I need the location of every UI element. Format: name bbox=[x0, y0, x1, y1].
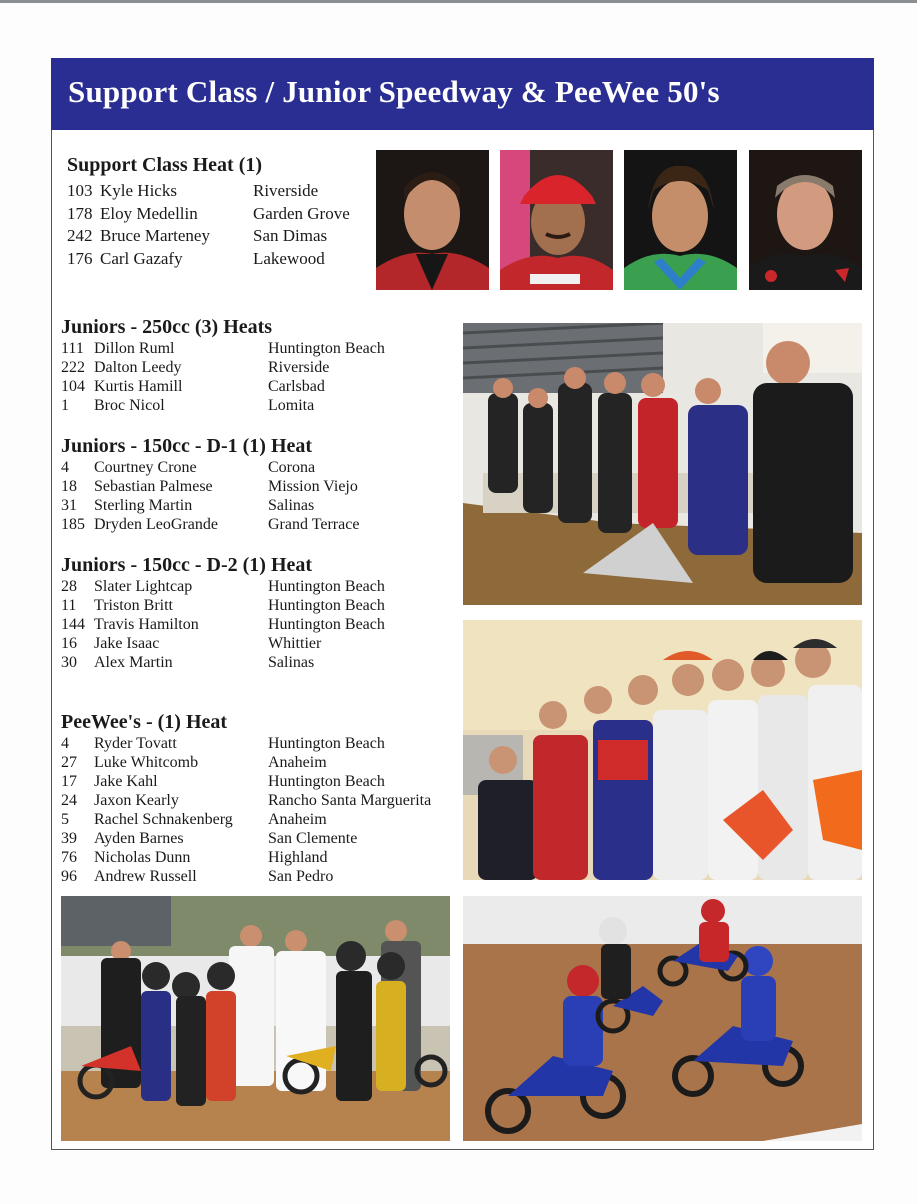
rider-hometown: Salinas bbox=[268, 654, 315, 671]
rider-number: 76 bbox=[61, 849, 77, 866]
support-heat-title: Support Class Heat (1) bbox=[67, 154, 263, 176]
rider-number: 24 bbox=[61, 792, 77, 809]
rider-row bbox=[61, 772, 461, 791]
rider-row bbox=[61, 515, 461, 534]
rider-name: Luke Whitcomb bbox=[94, 754, 199, 771]
rider-name: Sebastian Palmese bbox=[94, 478, 213, 495]
juniors-150-d2-title: Juniors - 150cc - D-2 (1) Heat bbox=[61, 554, 313, 576]
rider-number: 16 bbox=[61, 635, 77, 652]
rider-number: 27 bbox=[61, 754, 77, 771]
rider-hometown: Garden Grove bbox=[253, 203, 350, 223]
rider-number: 222 bbox=[61, 359, 85, 376]
rider-row bbox=[61, 615, 461, 634]
rider-row bbox=[61, 496, 461, 515]
rider-hometown: San Dimas bbox=[253, 226, 328, 246]
rider-number: 1 bbox=[61, 397, 69, 414]
rider-row bbox=[61, 653, 461, 672]
rider-hometown: Whittier bbox=[268, 635, 322, 652]
rider-row bbox=[61, 791, 461, 810]
rider-name: Dillon Ruml bbox=[94, 340, 175, 357]
rider-hometown: Riverside bbox=[253, 181, 319, 200]
rider-number: 104 bbox=[61, 378, 85, 395]
rider-name: Slater Lightcap bbox=[94, 578, 193, 595]
rider-hometown: Anaheim bbox=[268, 811, 327, 828]
rider-row bbox=[61, 848, 461, 867]
rider-number: 28 bbox=[61, 578, 77, 595]
rider-number: 5 bbox=[61, 811, 69, 828]
page-title: Support Class / Junior Speedway & PeeWee 50's bbox=[68, 74, 720, 109]
rider-number: 30 bbox=[61, 654, 77, 671]
rider-hometown: San Pedro bbox=[268, 868, 334, 885]
rider-number: 4 bbox=[61, 459, 69, 476]
rider-hometown: Corona bbox=[268, 459, 316, 476]
rider-name: Nicholas Dunn bbox=[94, 849, 191, 866]
rider-name: Rachel Schnakenberg bbox=[94, 811, 233, 828]
rider-name: Jaxon Kearly bbox=[94, 792, 179, 809]
headshot-photo-3 bbox=[624, 150, 737, 290]
rider-row bbox=[61, 734, 461, 753]
rider-name: Eloy Medellin bbox=[100, 203, 198, 223]
rider-name: Jake Isaac bbox=[94, 635, 160, 652]
rider-row bbox=[61, 596, 461, 615]
rider-hometown: Highland bbox=[268, 849, 328, 866]
rider-row bbox=[61, 339, 461, 358]
rider-hometown: Huntington Beach bbox=[268, 735, 385, 752]
rider-hometown: Riverside bbox=[268, 359, 330, 376]
rider-row bbox=[61, 577, 461, 596]
rider-name: Sterling Martin bbox=[94, 497, 193, 514]
peewees-title: PeeWee's - (1) Heat bbox=[61, 711, 228, 733]
rider-hometown: Lakewood bbox=[253, 249, 325, 269]
rider-hometown: Grand Terrace bbox=[268, 516, 360, 533]
rider-row bbox=[61, 377, 461, 396]
headshot-photo-4 bbox=[749, 150, 862, 290]
rider-number: 185 bbox=[61, 516, 85, 533]
rider-hometown: Huntington Beach bbox=[268, 578, 385, 595]
rider-name: Dalton Leedy bbox=[94, 359, 182, 376]
rider-number: 17 bbox=[61, 773, 77, 790]
rider-hometown: Huntington Beach bbox=[268, 340, 385, 357]
peewees-racing-photo bbox=[463, 896, 862, 1141]
peewees-group-photo bbox=[463, 620, 862, 880]
rider-number: 144 bbox=[61, 616, 85, 633]
rider-row bbox=[61, 358, 461, 377]
rider-row bbox=[61, 634, 461, 653]
rider-row bbox=[61, 396, 461, 415]
rider-hometown: Carlsbad bbox=[268, 378, 325, 395]
rider-number: 111 bbox=[61, 340, 84, 357]
rider-hometown: San Clemente bbox=[268, 830, 358, 847]
rider-number: 11 bbox=[61, 597, 77, 614]
rider-number: 96 bbox=[61, 868, 77, 885]
rider-name: Travis Hamilton bbox=[94, 616, 199, 633]
rider-number: 242 bbox=[67, 226, 93, 246]
rider-row bbox=[61, 867, 461, 886]
juniors-250-title: Juniors - 250cc (3) Heats bbox=[61, 316, 273, 338]
rider-row bbox=[61, 458, 461, 477]
peewees-staging-photo bbox=[61, 896, 450, 1141]
rider-hometown: Mission Viejo bbox=[268, 478, 358, 495]
rider-number: 4 bbox=[61, 735, 69, 752]
rider-name: Broc Nicol bbox=[94, 397, 165, 414]
rider-number: 176 bbox=[67, 249, 93, 269]
rider-row bbox=[61, 829, 461, 848]
rider-number: 103 bbox=[67, 181, 93, 200]
rider-hometown: Salinas bbox=[268, 497, 315, 514]
juniors-150-d1-title: Juniors - 150cc - D-1 (1) Heat bbox=[61, 435, 313, 457]
rider-name: Andrew Russell bbox=[94, 868, 197, 885]
rider-name: Dryden LeoGrande bbox=[94, 516, 218, 533]
rider-name: Kurtis Hamill bbox=[94, 378, 183, 395]
rider-number: 178 bbox=[67, 203, 93, 223]
rider-hometown: Huntington Beach bbox=[268, 773, 385, 790]
rider-number: 31 bbox=[61, 497, 77, 514]
rider-hometown: Anaheim bbox=[268, 754, 327, 771]
rider-name: Bruce Marteney bbox=[100, 226, 210, 246]
rider-name: Triston Britt bbox=[94, 597, 173, 614]
rider-number: 39 bbox=[61, 830, 77, 847]
page-edge bbox=[0, 0, 917, 3]
rider-hometown: Lomita bbox=[268, 397, 315, 414]
rider-hometown: Huntington Beach bbox=[268, 616, 385, 633]
rider-name: Courtney Crone bbox=[94, 459, 197, 476]
rider-name: Jake Kahl bbox=[94, 773, 158, 790]
headshot-photo-2 bbox=[500, 150, 613, 290]
rider-name: Alex Martin bbox=[94, 654, 173, 671]
rider-number: 18 bbox=[61, 478, 77, 495]
rider-row bbox=[61, 810, 461, 829]
rider-name: Kyle Hicks bbox=[100, 181, 177, 200]
rider-name: Ryder Tovatt bbox=[94, 735, 177, 752]
rider-row bbox=[61, 477, 461, 496]
rider-row bbox=[61, 753, 461, 772]
rider-name: Ayden Barnes bbox=[94, 830, 184, 847]
header-banner bbox=[51, 58, 874, 130]
rider-name: Carl Gazafy bbox=[100, 249, 183, 269]
rider-hometown: Rancho Santa Marguerita bbox=[268, 792, 432, 809]
juniors-group-photo bbox=[463, 323, 862, 605]
headshot-photo-1 bbox=[376, 150, 489, 290]
rider-hometown: Huntington Beach bbox=[268, 597, 385, 614]
